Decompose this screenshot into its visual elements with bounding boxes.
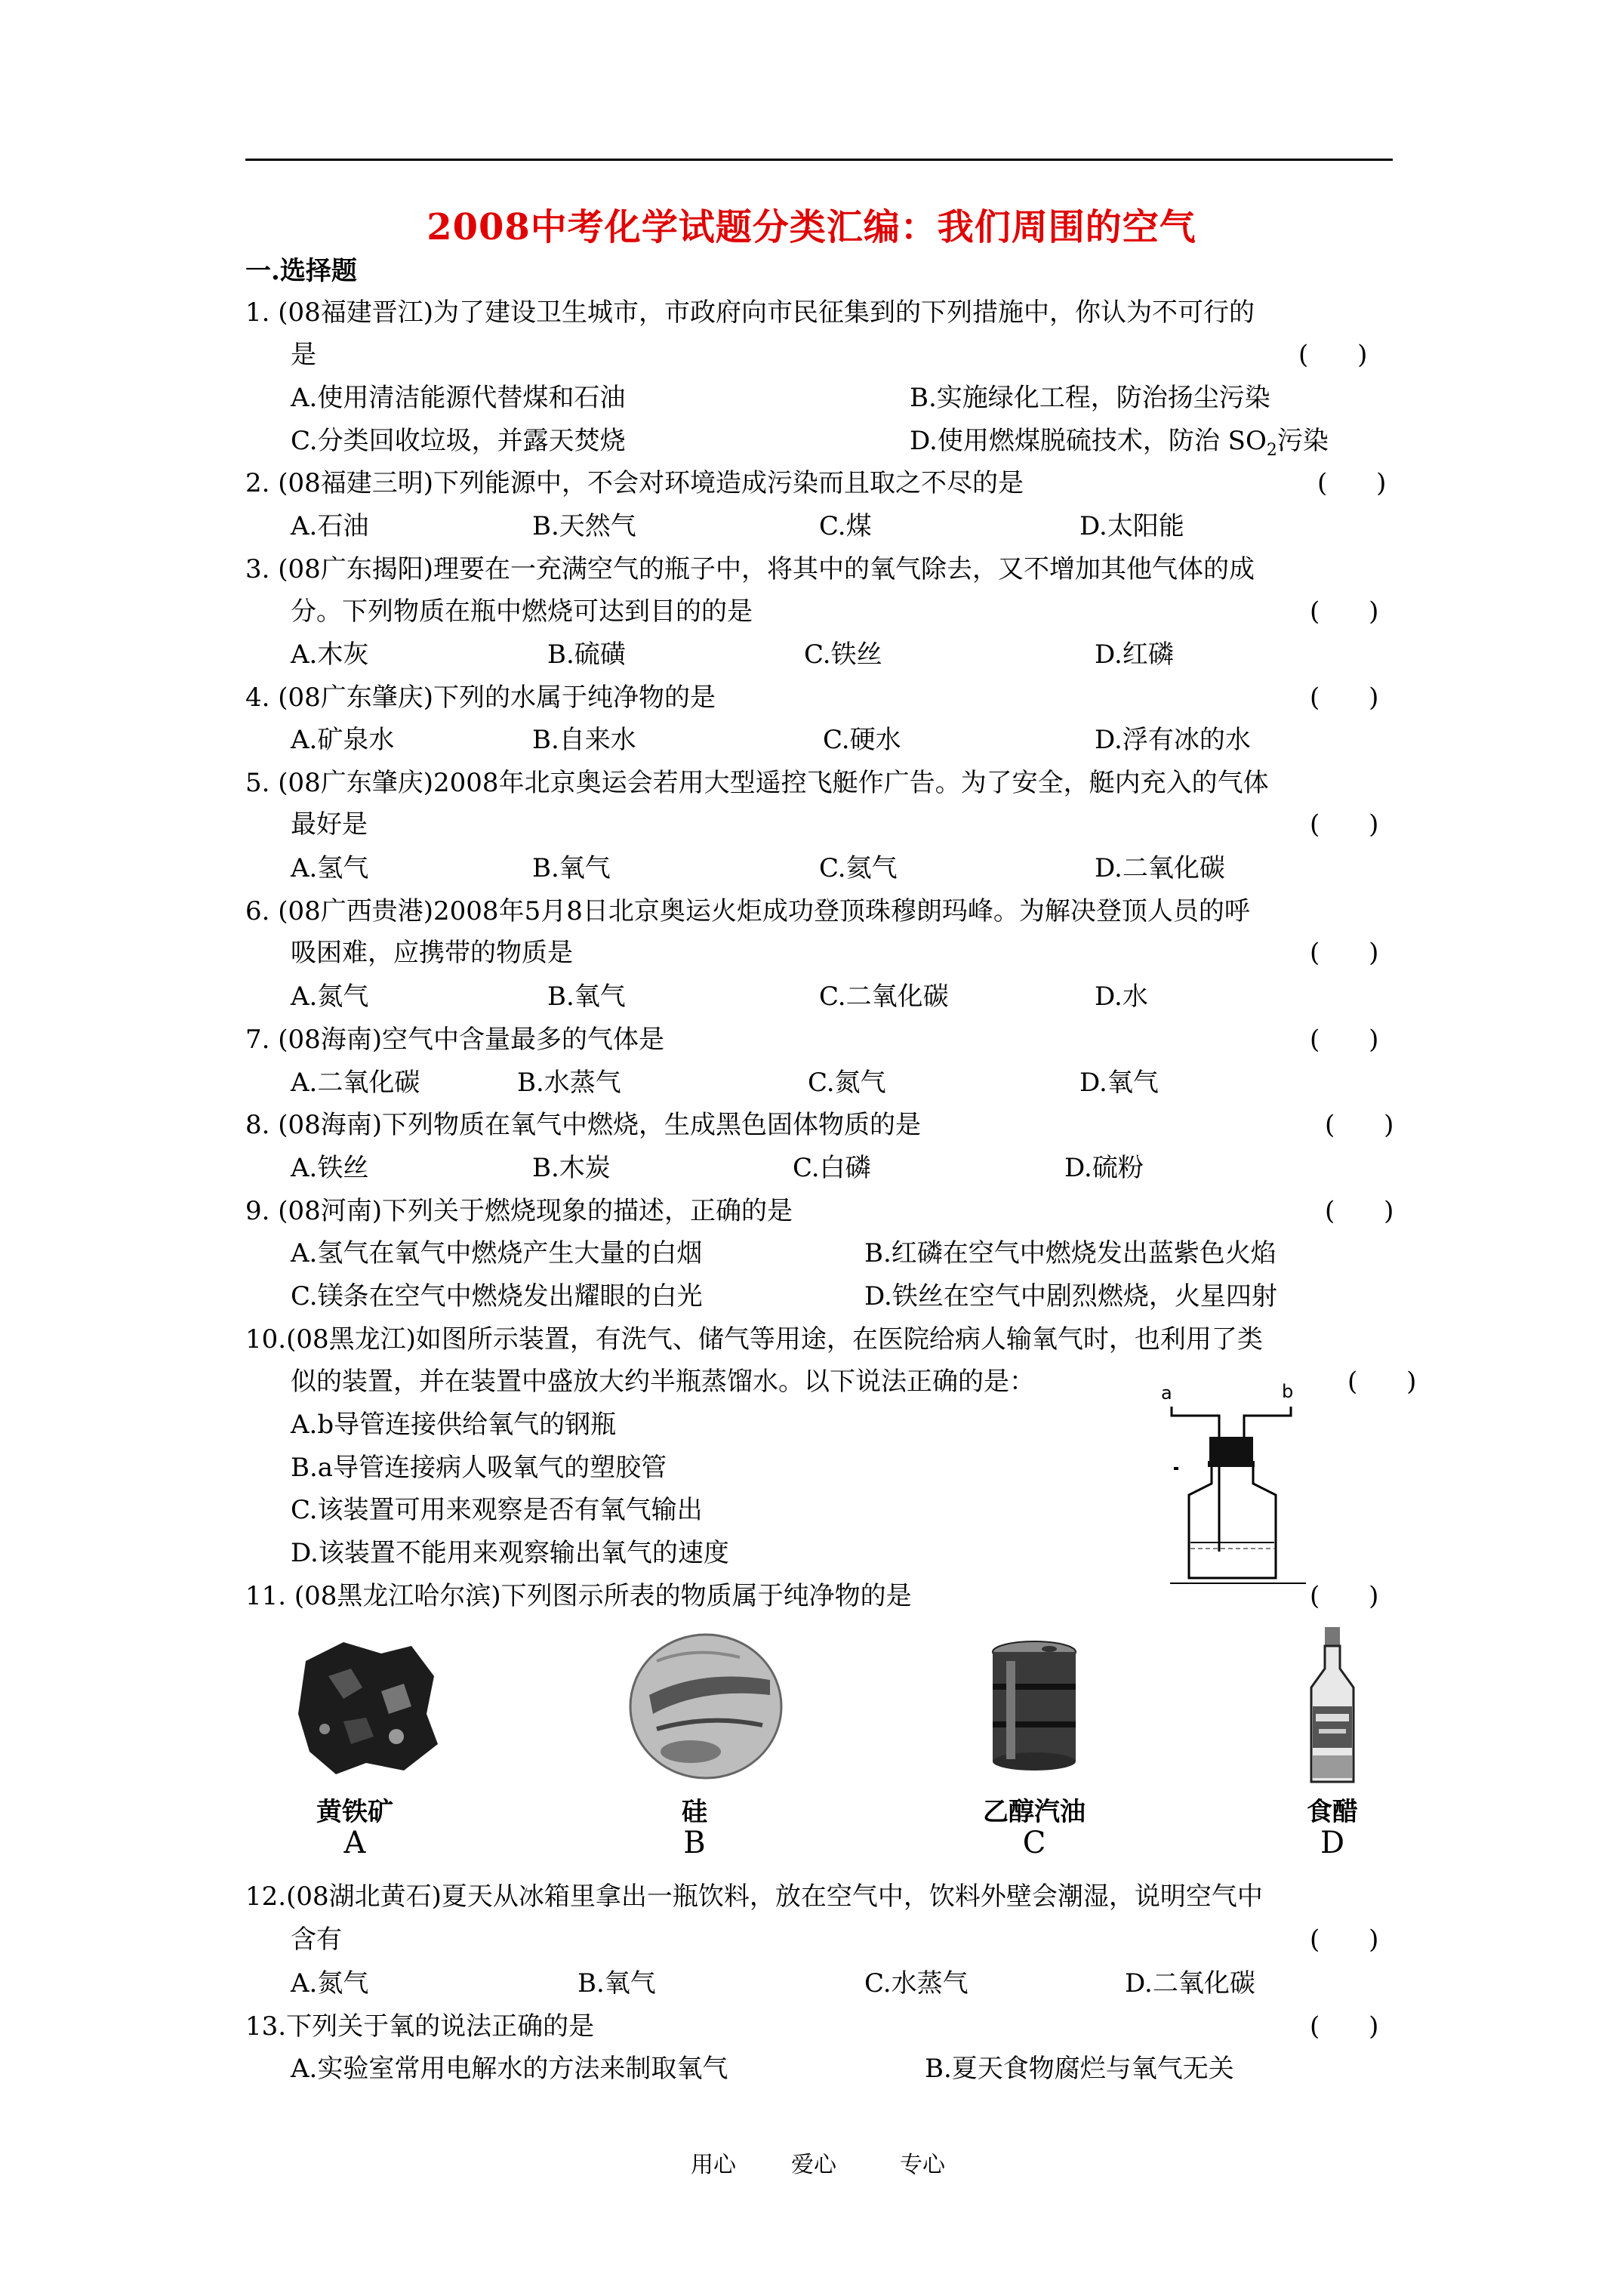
letter-a: A [343,1826,366,1860]
q3-answer-blank[interactable]: ( ) [1310,596,1379,627]
vinegar-bottle-image[interactable] [1302,1623,1363,1789]
q4-option-a: A.矿泉水 [291,725,395,755]
q12-option-c: C.水蒸气 [864,1968,969,1999]
q8-option-c: C.白磷 [793,1153,871,1183]
footer-text-2: 爱心 [791,2152,836,2178]
q12-stem-line1: 12.(08湖北黄石)夏天从冰箱里拿出一瓶饮料，放在空气中，饮料外壁会潮湿，说明空气中 [245,1881,1263,1912]
q12-option-a: A.氮气 [291,1968,369,1999]
q4-option-c: C.硬水 [823,725,901,755]
q2-stem-line1: 2. (08福建三明)下列能源中，不会对环境造成污染而且取之不尽的是 [245,468,1024,498]
q9-option-a: A.氢气在氧气中燃烧产生大量的白烟 [291,1238,703,1268]
q1-option-c: C.分类回收垃圾，并露天焚烧 [291,426,626,456]
header-rule [245,159,1393,161]
q7-option-c: C.氮气 [808,1068,886,1098]
q3-option-b: B.硫磺 [547,639,626,670]
silicon-image[interactable] [627,1623,785,1782]
q10-option-d: D.该装置不能用来观察输出氧气的速度 [291,1538,729,1568]
footer-text-1: 用心 [691,2152,736,2178]
q1-stem-line2: 是 [291,340,316,370]
q2-option-d: D.太阳能 [1079,511,1184,541]
q12-option-d: D.二氧化碳 [1125,1968,1255,1999]
section-heading: 一.选择题 [245,256,357,286]
q3-option-c: C.铁丝 [804,639,882,670]
q1-option-d: D.使用燃煤脱硫技术，防治 $SO_2$污染 [910,426,1329,460]
q10-option-a: A.b导管连接供给氧气的钢瓶 [291,1410,617,1440]
q9-stem-line1: 9. (08河南)下列关于燃烧现象的描述，正确的是 [245,1196,793,1226]
q4-option-d: D.浮有冰的水 [1095,725,1251,755]
q13-answer-blank[interactable]: ( ) [1310,2011,1379,2042]
q13-option-b: B.夏天食物腐烂与氧气无关 [925,2054,1234,2084]
q5-answer-blank[interactable]: ( ) [1310,809,1379,840]
q3-option-d: D.红磷 [1095,639,1174,670]
q7-stem-line1: 7. (08海南)空气中含量最多的气体是 [245,1025,665,1055]
q6-stem-line2: 吸困难，应携带的物质是 [291,938,573,968]
caption-b: 硅 [682,1797,707,1827]
q8-option-a: A.铁丝 [291,1153,369,1183]
gas-washing-bottle-figure [1155,1378,1313,1586]
q7-option-a: A.二氧化碳 [291,1068,420,1098]
q3-stem-line2: 分。下列物质在瓶中燃烧可达到目的的是 [291,596,753,627]
q6-option-c: C.二氧化碳 [819,982,949,1012]
page-title: 2008中考化学试题分类汇编：我们周围的空气 [427,206,1196,248]
footer-text-3: 专心 [900,2152,945,2178]
ethanol-gasoline-drum-image[interactable] [985,1638,1083,1771]
q5-option-d: D.二氧化碳 [1095,853,1225,883]
q8-answer-blank[interactable]: ( ) [1325,1110,1394,1140]
q10-stem-line2: 似的装置，并在装置中盛放大约半瓶蒸馏水。以下说法正确的是： [291,1367,1035,1397]
q9-option-c: C.镁条在空气中燃烧发出耀眼的白光 [291,1281,703,1311]
q6-stem-line1: 6. (08广西贵港)2008年5月8日北京奥运火炬成功登顶珠穆朗玛峰。为解决登顶人员的呼 [245,896,1250,926]
caption-a: 黄铁矿 [316,1797,393,1827]
q3-option-a: A.木灰 [291,639,369,670]
tube-b-label: b [1282,1381,1294,1402]
q2-option-c: C.煤 [819,511,872,541]
q10-option-c: C.该装置可用来观察是否有氧气输出 [291,1495,703,1525]
letter-c: C [1022,1826,1046,1860]
caption-c: 乙醇汽油 [983,1797,1086,1827]
q9-answer-blank[interactable]: ( ) [1325,1196,1394,1226]
q12-answer-blank[interactable]: ( ) [1310,1925,1379,1955]
q13-option-a: A.实验室常用电解水的方法来制取氧气 [291,2054,728,2084]
q8-option-d: D.硫粉 [1064,1153,1144,1183]
q1-option-b: B.实施绿化工程，防治扬尘污染 [910,383,1270,413]
q6-option-d: D.水 [1095,982,1148,1012]
q10-stem-line1: 10.(08黑龙江)如图所示装置，有洗气、储气等用途，在医院给病人输氧气时，也利用了类 [245,1324,1263,1354]
letter-d: D [1320,1826,1345,1860]
q2-option-a: A.石油 [291,511,369,541]
q13-stem-line1: 13.下列关于氧的说法正确的是 [245,2011,595,2042]
pyrite-image[interactable] [291,1631,442,1782]
tube-a-label: a [1161,1382,1172,1404]
q2-option-b: B.天然气 [532,511,636,541]
q10-answer-blank[interactable]: ( ) [1347,1367,1417,1397]
q7-option-b: B.水蒸气 [517,1068,621,1098]
q1-option-a: A.使用清洁能源代替煤和石油 [291,383,626,413]
letter-b: B [683,1826,706,1860]
q8-option-b: B.木炭 [532,1153,611,1183]
q3-stem-line1: 3. (08广东揭阳)理要在一充满空气的瓶子中，将其中的氧气除去，又不增加其他气体的成 [245,554,1255,584]
caption-d: 食醋 [1307,1797,1358,1827]
q11-stem-line1: 11. (08黑龙江哈尔滨)下列图示所表的物质属于纯净物的是 [245,1581,912,1611]
q6-answer-blank[interactable]: ( ) [1310,938,1379,968]
q6-option-a: A.氮气 [291,982,369,1012]
q4-stem-line1: 4. (08广东肇庆)下列的水属于纯净物的是 [245,683,716,713]
q5-option-c: C.氦气 [819,853,898,883]
q5-option-b: B.氧气 [532,853,611,883]
q12-stem-line2: 含有 [291,1925,342,1955]
q1-stem-line1: 1. (08福建晋江)为了建设卫生城市，市政府向市民征集到的下列措施中，你认为不可行的 [245,297,1255,328]
q9-option-d: D.铁丝在空气中剧烈燃烧，火星四射 [864,1281,1277,1311]
q12-option-b: B.氧气 [577,1968,656,1999]
q6-option-b: B.氧气 [547,982,626,1012]
q11-answer-blank[interactable]: ( ) [1310,1581,1379,1611]
q5-stem-line1: 5. (08广东肇庆)2008年北京奥运会若用大型遥控飞艇作广告。为了安全，艇内充入的气体 [245,768,1269,798]
q4-option-b: B.自来水 [532,725,636,755]
q8-stem-line1: 8. (08海南)下列物质在氧气中燃烧，生成黑色固体物质的是 [245,1110,922,1140]
q1-answer-blank[interactable]: ( ) [1298,340,1368,370]
q5-stem-line2: 最好是 [291,809,368,840]
q4-answer-blank[interactable]: ( ) [1310,683,1379,713]
q10-option-b: B.a导管连接病人吸氧气的塑胶管 [291,1453,667,1483]
q9-option-b: B.红磷在空气中燃烧发出蓝紫色火焰 [864,1238,1277,1268]
q2-answer-blank[interactable]: ( ) [1317,468,1387,498]
q5-option-a: A.氢气 [291,853,369,883]
q7-option-d: D.氧气 [1079,1068,1159,1098]
q7-answer-blank[interactable]: ( ) [1310,1025,1379,1055]
